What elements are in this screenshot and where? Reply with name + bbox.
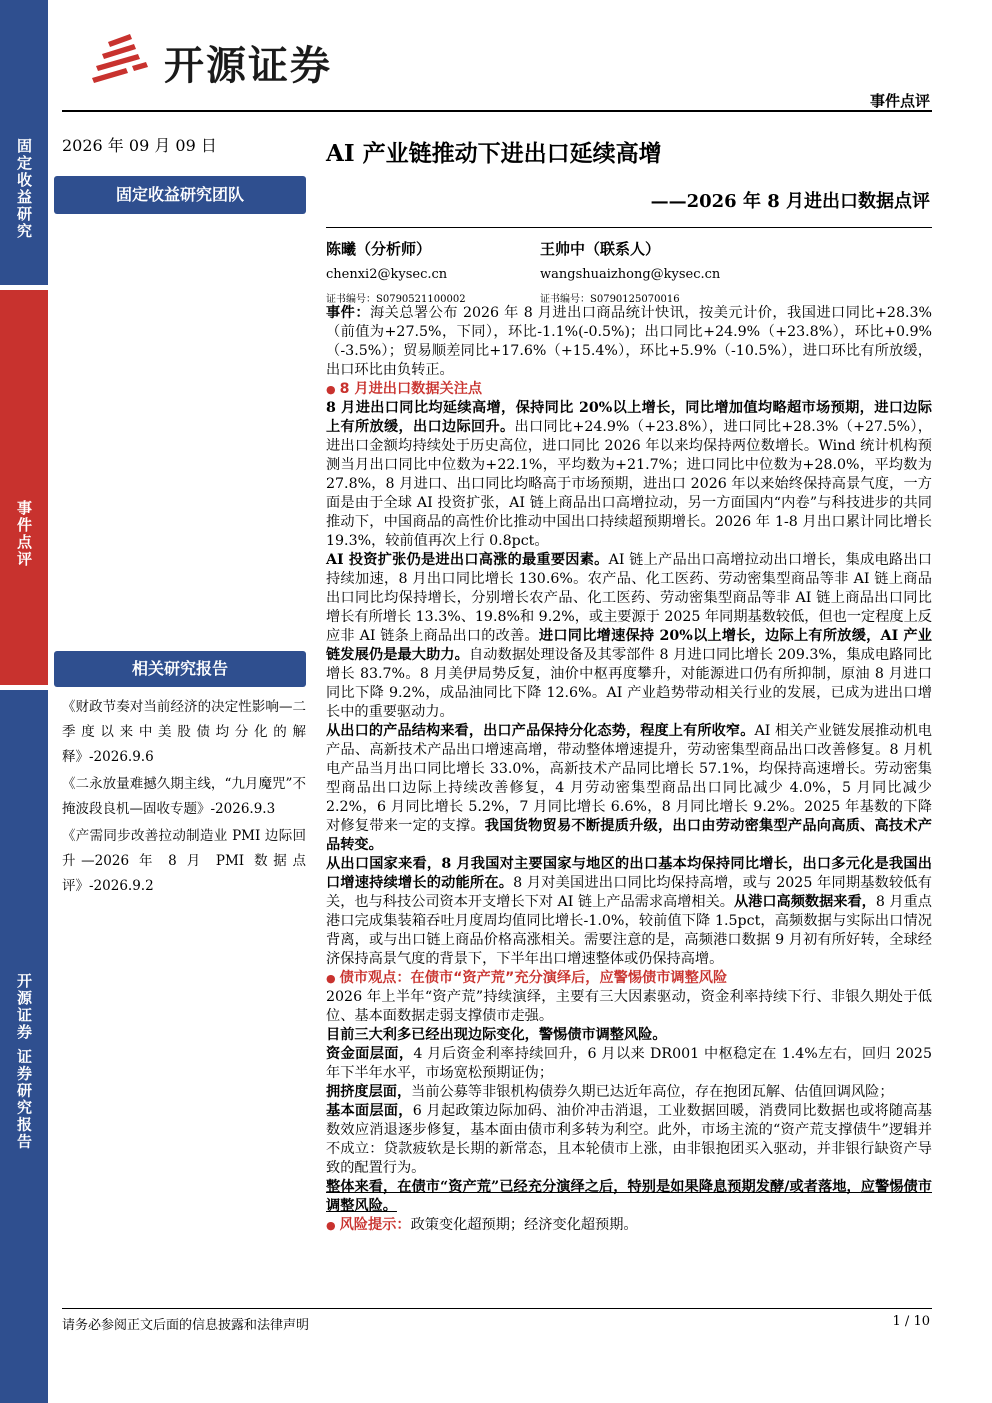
- footer-disclaimer: 请务必参阅正文后面的信息披露和法律声明: [62, 1318, 310, 1333]
- side-tab-research-report: [0, 690, 48, 1403]
- author-email[interactable]: wangshuaizhong@kysec.cn: [540, 267, 721, 282]
- event-paragraph: [326, 304, 932, 380]
- brand-logo-icon: [86, 30, 156, 90]
- header-divider: [62, 110, 932, 112]
- brand-name: 开源证券: [164, 43, 332, 89]
- paragraph: 从出口国家来看，8 月我国对主要国家与地区的出口基本均保持同比增长，出口多元化是我国出口增速持续增长的动能所在。8 月对美国进出口同比均保持高增，或与 2025 年同期基数较低有关，也与科技公司资本开支增长下对 AI 链上产品需求高增相关。从港口高频数据来看，8 月重点港口完成集装箱吞吐月度周均值同比增长-1.0%，较前值下降 1.5pct，高频数据与实际出口情况背离，或与出口链上商品价格高涨相关。需要注意的是，高频港口数据 9 月初有所好转，全球经济保持高景气度的背景下，下半年出口增速整体或仍保持高增。: [326, 856, 932, 967]
- team-banner: 固定收益研究团队: [54, 176, 306, 214]
- side-tab-event-review-label: 事件点评: [15, 499, 33, 568]
- section-heading: ● 债市观点：在债市“资产荒”充分演绎后，应警惕债市调整风险: [326, 970, 728, 986]
- title-divider: [326, 227, 932, 228]
- paragraph: 目前三大利多已经出现边际变化，警惕债市调整风险。: [326, 1027, 667, 1043]
- paragraph: 基本面层面，6 月起政策边际加码、油价冲击消退，工业数据回暖，消费同比数据也或将随高基数效应消退逐步修复，基本面由债市利多转为利空。此外，市场主流的“资产荒支撑债牛”逻辑并不成立：贷款疲软是长期的新常态，且本轮债市上涨，由非银抱团买入驱动，并非银行缺资产导致的配置行为。: [326, 1103, 932, 1176]
- report-type-tag: 事件点评: [869, 92, 930, 110]
- report-date: 2026 年 09 月 09 日: [62, 136, 217, 155]
- author-card: [326, 238, 466, 305]
- related-report-link[interactable]: 《二永放量难撼久期主线，“九月魔咒”不掩波段良机—固收专题》-2026.9.3: [62, 776, 306, 817]
- event-label: 事件：: [326, 305, 370, 321]
- bullet-icon: ●: [326, 383, 336, 396]
- paragraph: 2026 年上半年“资产荒”持续演绎，主要有三大因素驱动，资金利率持续下行、非银久期处于低位、基本面数据走弱支撑债市走强。: [326, 989, 932, 1024]
- risk-paragraph: ● 风险提示：政策变化超预期；经济变化超预期。: [326, 1217, 638, 1233]
- author-card: [540, 238, 720, 305]
- author-email[interactable]: chenxi2@kysec.cn: [326, 267, 448, 282]
- paragraph: 整体来看，在债市“资产荒”已经充分演绎之后，特别是如果降息预期发酵/或者落地，应警惕债市调整风险。: [326, 1179, 932, 1214]
- paragraph: 拥挤度层面，当前公募等非银机构债券久期已达近年高位，存在抱团瓦解、估值回调风险；: [326, 1084, 894, 1100]
- related-report-link[interactable]: 《产需同步改善拉动制造业 PMI 边际回升—2026 年 8 月 PMI 数据点评》-2026.9.2: [62, 828, 306, 894]
- author-name: 陈曦（分析师）: [326, 240, 432, 258]
- page-number: 1 / 10: [892, 1314, 930, 1329]
- related-reports-banner: 相关研究报告: [54, 651, 306, 687]
- footer-divider: [62, 1308, 932, 1309]
- report-subtitle: ——2026 年 8 月进出口数据点评: [650, 191, 930, 212]
- bullet-icon: ●: [326, 972, 336, 985]
- paragraph: 从出口的产品结构来看，出口产品保持分化态势，程度上有所收窄。AI 相关产业链发展推动机电产品、高新技术产品出口增速高增，带动整体增速提升，劳动密集型商品出口改善修复。8 月机电产品当月出口同比增长 33.0%，高新技术产品同比增长 57.1%，均保持高速增长。劳动密集型商品出口边际上持续改善修复，4 月劳动密集型商品出口同比减少 4.0%，5 月同比减少 2.2%，6 月同比增长 5.2%，7 月同比增长 6.6%，8 月同比增长 9.2%。2025 年基数的下降对修复带来一定的支撑。我国货物贸易不断提质升级，出口由劳动密集型产品向高质、高技术产品转变。: [326, 723, 932, 853]
- author-cert: 证书编号：S0790521100002: [326, 294, 466, 305]
- side-tab-fixed-income-label: 固定收益研究: [15, 137, 33, 240]
- paragraph: AI 投资扩张仍是进出口高涨的最重要因素。AI 链上产品出口高增拉动出口增长，集成电路出口持续加速，8 月出口同比增长 130.6%。农产品、化工医药、劳动密集型商品等非 AI 链上商品出口同比均保持增长，分别增长农产品、化工医药、劳动密集型商品等非 AI 链上商品出口同比增长有所增长 13.3%、19.8%和 9.2%，或主要源于 2025 年同期基数较低，但也一定程度上反应非 AI 链条上商品出口的改善。进口同比增速保持 20%以上增长，边际上有所放缓，AI 产业链发展仍是最大助力。自动数据处理设备及其零部件 8 月进口同比增长 209.3%，集成电路同比增长 83.7%。8 月美伊局势反复，油价中枢再度攀升，对能源进口仍有所抑制，原油 8 月进口同比下降 9.2%，成品油同比下降 12.6%。AI 产业趋势带动相关行业的发展，已成为进出口增长中的重要驱动力。: [326, 552, 932, 720]
- paragraph: 8 月进出口同比均延续高增，保持同比 20%以上增长，同比增加值均略超市场预期，进口边际上有所放缓，出口边际回升。出口同比+24.9%（+23.8%），进口同比+28.3%（+27.5%），进出口金额均持续处于历史高位，进口同比 2026 年以来均保持两位数增长。Wind 统计机构预测当月出口同比中位数为+22.1%，平均数为+21.7%；进口同比中位数为+28.0%，平均数为 27.8%，8 月进口、出口同比均略高于市场预期，进出口 2026 年以来始终保持高景气度，一方面是由于全球 AI 投资扩张，AI 链上商品出口高增拉动，另一方面国内“内卷”与科技进步的共同推动下，中国商品的高性价比推动中国出口持续超预期增长。2026 年 1-8 月出口累计同比增长 19.3%，较前值再次上行 0.8pct。: [326, 400, 932, 549]
- paragraph: 资金面层面，4 月后资金利率持续回升，6 月以来 DR001 中枢稳定在 1.4%左右，回归 2025 年下半年水平，市场宽松预期证伪；: [326, 1046, 932, 1081]
- author-name: 王帅中（联系人）: [540, 240, 661, 258]
- report-title: AI 产业链推动下进出口延续高增: [326, 140, 662, 167]
- side-tab-event-review: [0, 290, 48, 685]
- section-heading: ● 8 月进出口数据关注点: [326, 381, 483, 397]
- side-tab-research-report-label: 开源证券 证券研究报告: [15, 972, 33, 1151]
- event-text: 海关总署公布 2026 年 8 月进出口商品统计快讯，按美元计价，我国进口同比+28.3%（前值为+27.5%，下同），环比-1.1%(-0.5%)；出口同比+24.9%（+23.8%），环比+0.9%（-3.5%）；贸易顺差同比+17.6%（+15.4%），环比+5.9%（-10.5%），进口环比有所放缓，出口环比由负转正。: [326, 305, 932, 378]
- report-body: [326, 304, 932, 1235]
- bullet-icon: ●: [326, 1219, 336, 1232]
- related-report-link[interactable]: 《财政节奏对当前经济的决定性影响—二季度以来中美股债均分化的解释》-2026.9.6: [62, 699, 306, 765]
- related-reports-list: [62, 695, 306, 901]
- author-cert: 证书编号：S0790125070016: [540, 294, 680, 305]
- side-tab-fixed-income: [0, 0, 48, 285]
